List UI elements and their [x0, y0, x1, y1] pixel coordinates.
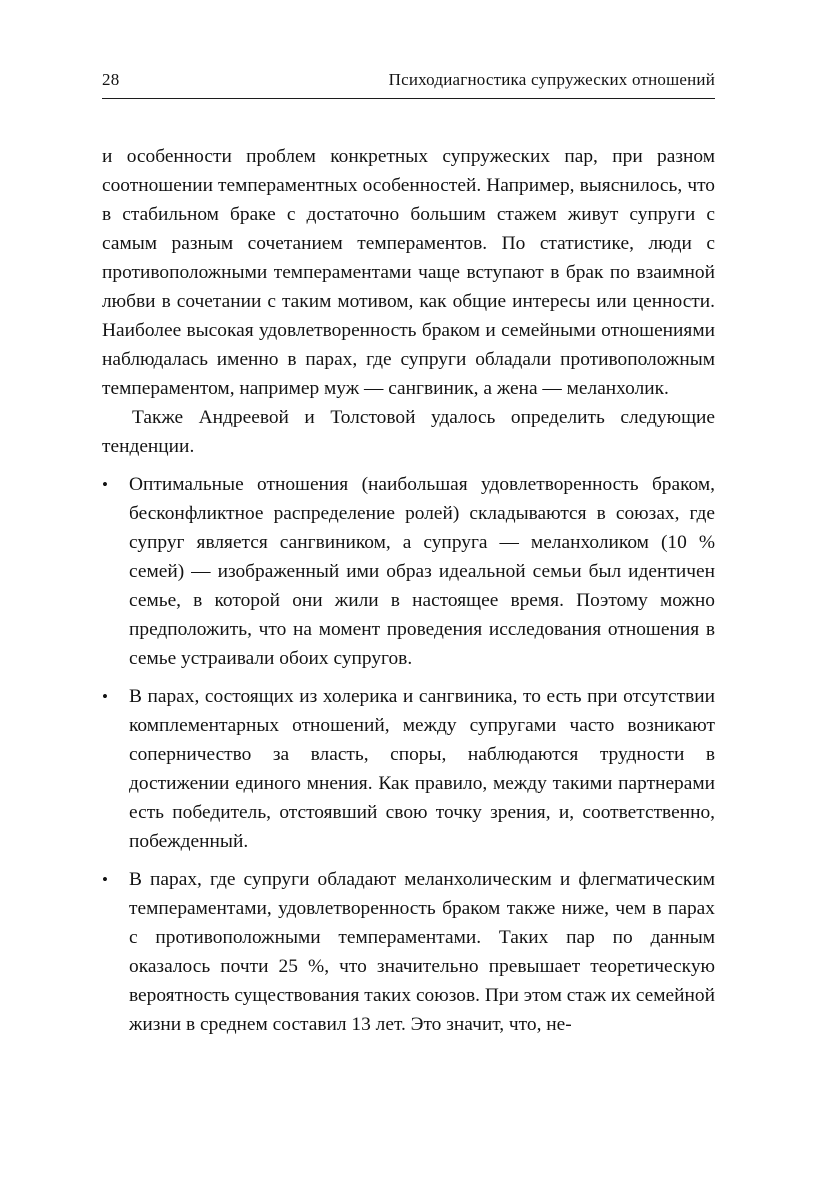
page-header — [102, 70, 715, 99]
list-item — [102, 470, 715, 673]
list-item-text: В парах, состоящих из холерика и сангвиника, то есть при отсутствии комплементарных отношений, между супругами часто возникают соперничество за власть, споры, наблюдаются трудности в достижении единого мнения. Как правило, между такими партнерами есть победитель, отстоявший свою точку зрения, и, соответственно, побежденный. — [129, 686, 715, 852]
running-title: Психодиагностика супружеских отношений — [388, 70, 715, 89]
page-number: 28 — [102, 70, 120, 89]
list-item — [102, 865, 715, 1039]
paragraph: Также Андреевой и Толстовой удалось определить следующие тенденции. — [102, 407, 715, 457]
list-item-text: В парах, где супруги обладают меланхолическим и флегматическим темпераментами, удовлетворенность браком также ниже, чем в парах с противоположными темпераментами. Таких пар по данным оказалось почти 25 %, что значительно превышает теоретическую вероятность существования таких союзов. При этом стаж их семейной жизни в среднем составил 13 лет. Это значит, что, не- — [129, 869, 715, 1035]
page-body — [102, 142, 715, 1039]
bullet-icon: • — [102, 475, 108, 494]
bullet-icon: • — [102, 870, 108, 889]
paragraph: и особенности проблем конкретных супружеских пар, при разном соотношении темпераментных особенностей. Например, выяснилось, что в стабильном браке с достаточно большим стажем живут супруги с самым разным сочетанием темпераментов. По статистике, люди с противоположными темпераментами чаще вступают в брак по взаимной любви в сочетании с таким мотивом, как общие интересы или ценности. Наиболее высокая удовлетворенность браком и семейными отношениями наблюдалась именно в парах, где супруги обладали противоположным темпераментом, например муж — сангвиник, а жена — меланхолик. — [102, 146, 715, 399]
list-item — [102, 682, 715, 856]
bullet-icon: • — [102, 687, 108, 706]
list-item-text: Оптимальные отношения (наибольшая удовлетворенность браком, бесконфликтное распределение ролей) складываются в союзах, где супруг является сангвиником, а супруга — меланхоликом (10 % семей) — изображенный ими образ идеальной семьи был идентичен семье, в которой они жили в настоящее время. Поэтому можно предположить, что на момент проведения исследования отношения в семье устраивали обоих супругов. — [129, 474, 715, 669]
